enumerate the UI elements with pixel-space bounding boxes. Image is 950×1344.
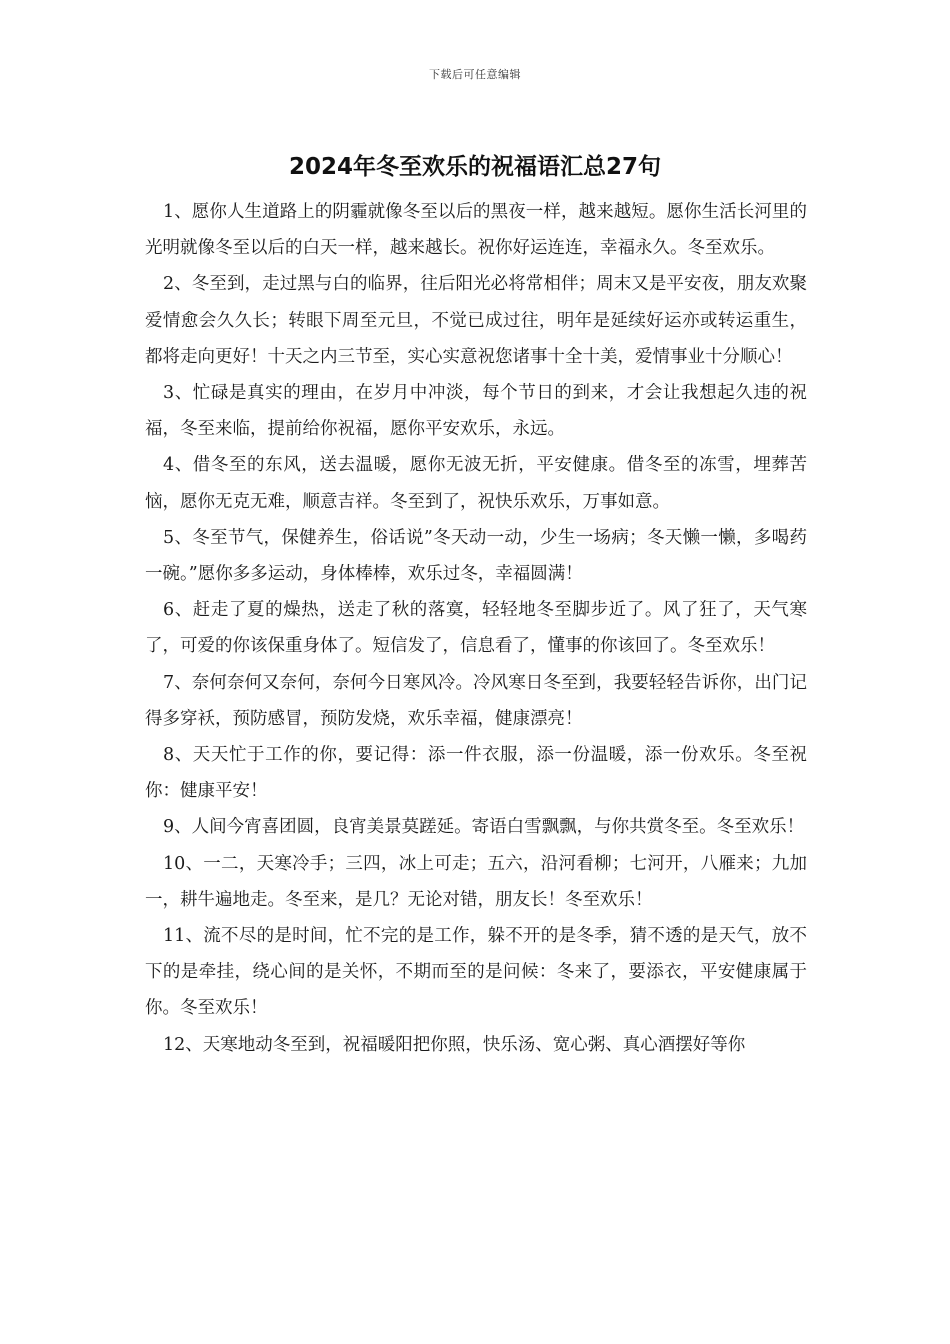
- list-item: 12、天寒地动冬至到，祝福暖阳把你照，快乐汤、宽心粥、真心酒摆好等你: [163, 1034, 746, 1055]
- list-item: 6、赶走了夏的燥热，送走了秋的落寞，轻轻地冬至脚步近了。风了狂了，天气寒了，可爱的你该保重身体了。短信发了，信息看了，懂事的你该回了。冬至欢乐！: [145, 600, 807, 657]
- document-title: 2024年冬至欢乐的祝福语汇总27句: [288, 154, 662, 180]
- page-header-note: 下载后可任意编辑: [429, 68, 521, 81]
- list-item: 1、愿你人生道路上的阴霾就像冬至以后的黑夜一样，越来越短。愿你生活长河里的光明就像冬至以后的白天一样，越来越长。祝你好运连连，幸福永久。冬至欢乐。: [145, 202, 807, 259]
- list-item: 2、冬至到，走过黑与白的临界，往后阳光必将常相伴；周末又是平安夜，朋友欢聚爱情愈会久久长；转眼下周至元旦，不觉已成过往，明年是延续好运亦或转运重生，都将走向更好！十天之内三节至，实心实意祝您诸事十全十美，爱情事业十分顺心！: [145, 274, 807, 367]
- list-item: 3、忙碌是真实的理由，在岁月中冲淡，每个节日的到来，才会让我想起久违的祝福，冬至来临，提前给你祝福，愿你平安欢乐，永远。: [145, 383, 807, 440]
- list-item: 8、天天忙于工作的你，要记得：添一件衣服，添一份温暖，添一份欢乐。冬至祝你：健康平安！: [145, 745, 807, 802]
- list-item: 4、借冬至的东风，送去温暖，愿你无波无折，平安健康。借冬至的冻雪，埋葬苦恼，愿你无克无难，顺意吉祥。冬至到了，祝快乐欢乐，万事如意。: [145, 455, 807, 512]
- list-item: 5、冬至节气，保健养生，俗话说”冬天动一动，少生一场病；冬天懒一懒，多喝药一碗。”愿你多多运动，身体棒棒，欢乐过冬，幸福圆满！: [145, 527, 807, 585]
- list-item: 10、一二，天寒冷手；三四，冰上可走；五六，沿河看柳；七河开，八雁来；九加一，耕牛遍地走。冬至来，是几？无论对错，朋友长！冬至欢乐！: [145, 853, 807, 910]
- document-body: [145, 194, 807, 1063]
- list-item: 9、人间今宵喜团圆，良宵美景莫蹉延。寄语白雪飘飘，与你共赏冬至。冬至欢乐！: [163, 817, 805, 838]
- list-item: 7、奈何奈何又奈何，奈何今日寒风冷。冷风寒日冬至到，我要轻轻告诉你，出门记得多穿袄，预防感冒，预防发烧，欢乐幸福，健康漂亮！: [145, 672, 807, 729]
- list-item: 11、流不尽的是时间，忙不完的是工作，躲不开的是冬季，猜不透的是天气，放不下的是牵挂，绕心间的是关怀，不期而至的是问候：冬来了，要添衣，平安健康属于你。冬至欢乐！: [145, 926, 807, 1019]
